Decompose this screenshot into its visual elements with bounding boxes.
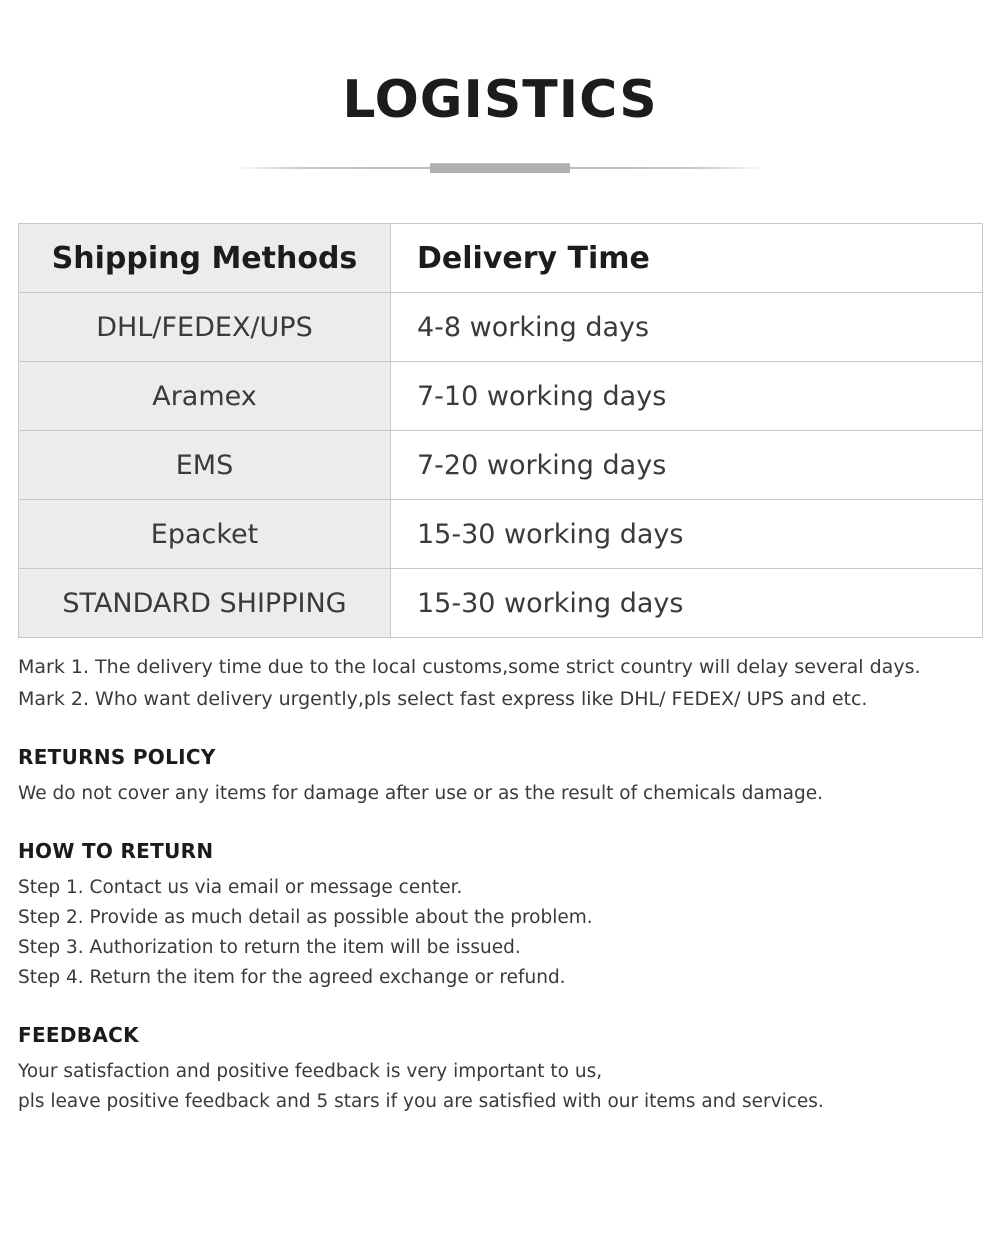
table-row: [19, 569, 983, 638]
cell-shipping-method: DHL/FEDEX/UPS: [19, 293, 391, 362]
section-body: [18, 779, 982, 809]
section-line: We do not cover any items for damage after use or as the result of chemicals damage.: [18, 782, 824, 804]
table-row: [19, 293, 983, 362]
cell-shipping-method: Aramex: [19, 362, 391, 431]
table-row: [19, 431, 983, 500]
cell-delivery-time: 7-10 working days: [391, 362, 983, 431]
section-feedback: [18, 1023, 982, 1117]
section-title: HOW TO RETURN: [18, 838, 214, 863]
page-title: LOGISTICS: [342, 70, 658, 130]
cell-delivery-time: 7-20 working days: [391, 431, 983, 500]
table-row: [19, 500, 983, 569]
cell-delivery-time: 4-8 working days: [391, 293, 983, 362]
section-title: FEEDBACK: [18, 1022, 139, 1047]
delivery-notes: [18, 652, 982, 715]
section-body: [18, 873, 982, 993]
cell-shipping-method: EMS: [19, 431, 391, 500]
shipping-table-wrapper: [18, 223, 982, 638]
divider-block: [430, 163, 570, 173]
section-line: Your satisfaction and positive feedback is very important to us,: [18, 1060, 603, 1082]
section-returns-policy: [18, 745, 982, 809]
section-body: [18, 1057, 982, 1117]
cell-delivery-time: 15-30 working days: [391, 569, 983, 638]
section-line: pls leave positive feedback and 5 stars if you are satisfied with our items and services.: [18, 1090, 824, 1112]
note-line: Mark 1. The delivery time due to the local customs,some strict country will delay several days.: [18, 656, 921, 679]
cell-shipping-method: Epacket: [19, 500, 391, 569]
table-header-row: [19, 224, 983, 293]
cell-delivery-time: 15-30 working days: [391, 500, 983, 569]
section-title: RETURNS POLICY: [18, 744, 216, 769]
note-line: Mark 2. Who want delivery urgently,pls select fast express like DHL/ FEDEX/ UPS and etc.: [18, 687, 868, 710]
shipping-table: [18, 223, 983, 638]
divider-ornament-icon: [235, 161, 765, 175]
table-row: [19, 362, 983, 431]
section-line: Step 3. Authorization to return the item will be issued.: [18, 936, 521, 958]
column-header-shipping-methods: Shipping Methods: [19, 224, 391, 293]
section-line: Step 4. Return the item for the agreed exchange or refund.: [18, 966, 566, 988]
section-how-to-return: [18, 839, 982, 993]
section-line: Step 2. Provide as much detail as possible about the problem.: [18, 906, 593, 928]
column-header-delivery-time: Delivery Time: [391, 224, 983, 293]
cell-shipping-method: STANDARD SHIPPING: [19, 569, 391, 638]
section-line: Step 1. Contact us via email or message center.: [18, 876, 463, 898]
